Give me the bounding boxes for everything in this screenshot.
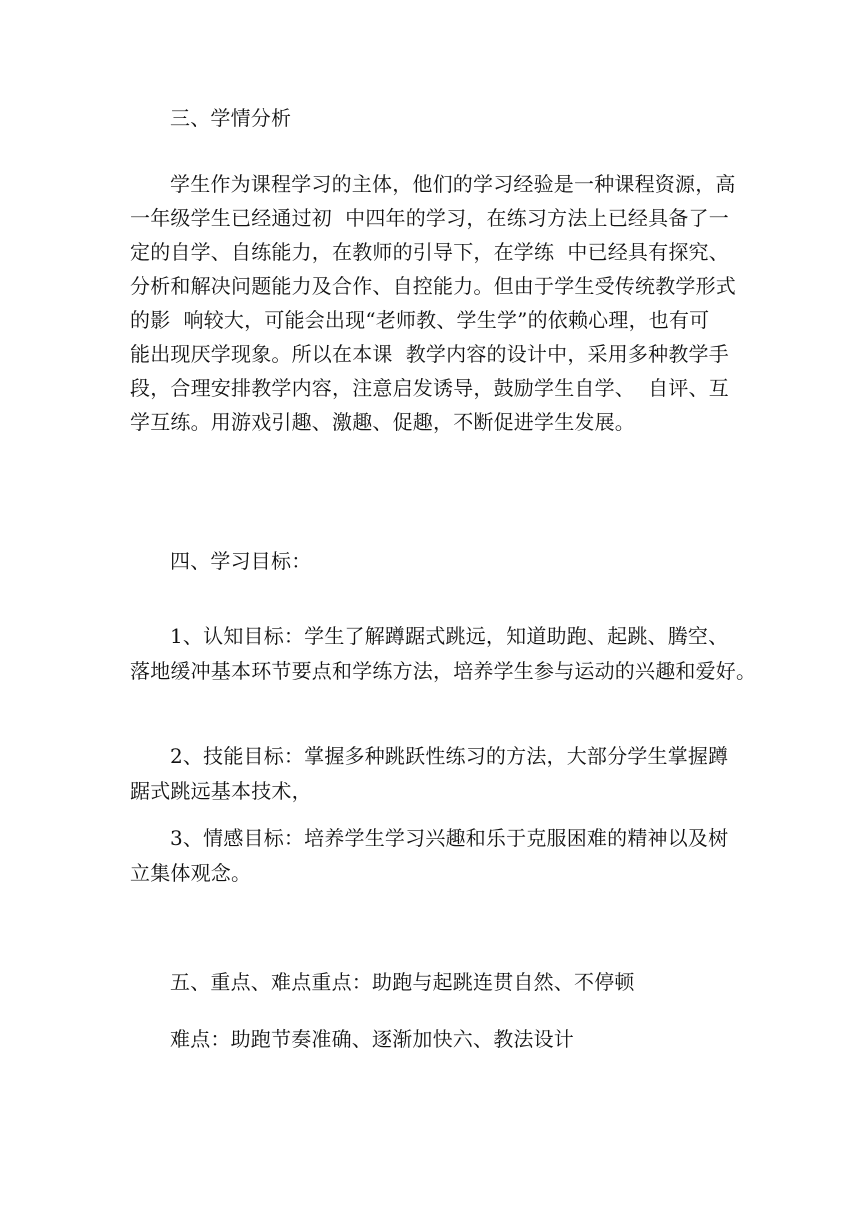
goal-skill-line: 踞式跳远基本技术， — [130, 779, 312, 803]
paragraph-line: 定的自学、自练能力，在教师的引导下，在学练 中已经具有探究、 — [130, 240, 729, 264]
section-heading-learning-goals: 四、学习目标： — [170, 549, 312, 573]
paragraph-line: 能出现厌学现象。所以在本课 教学内容的设计中，采用多种教学手 — [130, 342, 729, 366]
difficult-points-line: 难点：助跑节奏准确、逐渐加快六、教法设计 — [170, 1027, 574, 1051]
goal-skill-line: 2、技能目标：掌握多种跳跃性练习的方法，大部分学生掌握蹲 — [170, 744, 729, 768]
goal-affective-line: 3、情感目标：培养学生学习兴趣和乐于克服困难的精神以及树 — [170, 826, 729, 850]
paragraph-line: 分析和解决问题能力及合作、自控能力。但由于学生受传统教学形式 — [130, 274, 736, 298]
goal-affective-line: 立集体观念。 — [130, 861, 252, 885]
goal-cognitive-line: 1、认知目标：学生了解蹲踞式跳远，知道助跑、起跳、腾空、 — [170, 624, 729, 648]
section-heading-key-points: 五、重点、难点重点：助跑与起跳连贯自然、不停顿 — [170, 970, 635, 994]
paragraph-line: 段，合理安排教学内容，注意启发诱导，鼓励学生自学、 自评、互 — [130, 376, 729, 400]
paragraph-line: 一年级学生已经通过初 中四年的学习，在练习方法上已经具备了一 — [130, 206, 729, 230]
paragraph-line: 的影 响较大，可能会出现“老师教、学生学”的依赖心理，也有可 — [130, 308, 710, 332]
goal-cognitive-line: 落地缓冲基本环节要点和学练方法，培养学生参与运动的兴趣和爱好。 — [130, 659, 757, 683]
section-heading-learner-analysis: 三、学情分析 — [170, 106, 292, 130]
paragraph-line: 学互练。用游戏引趣、激趣、促趣，不断促进学生发展。 — [130, 410, 635, 434]
paragraph-line: 学生作为课程学习的主体，他们的学习经验是一种课程资源，高 — [170, 172, 736, 196]
